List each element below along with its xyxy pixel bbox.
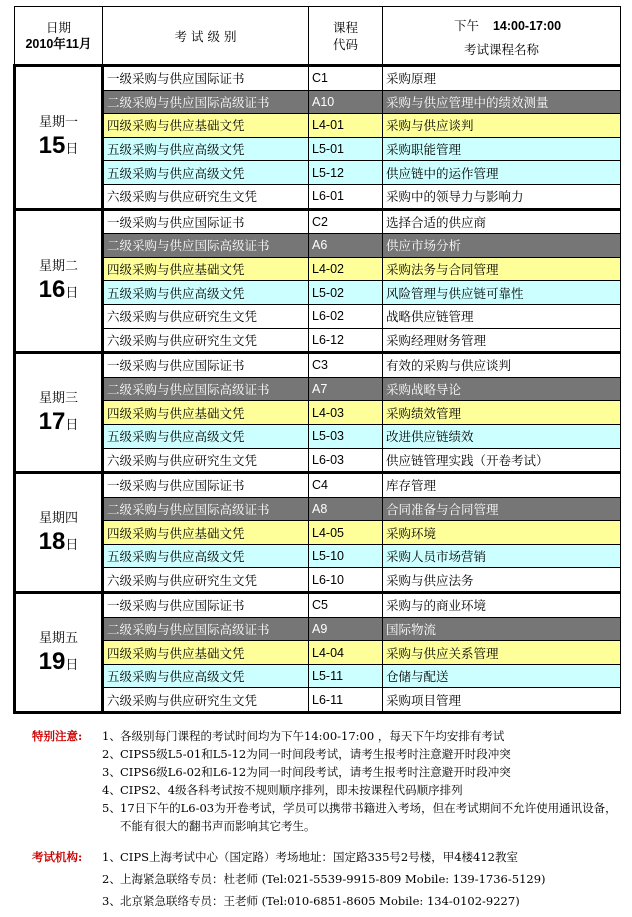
level-cell: 二级采购与供应国际高级证书 xyxy=(103,377,309,401)
course-cell: 采购中的领导力与影响力 xyxy=(383,184,621,209)
date-month: 2010年11月 xyxy=(25,36,92,51)
code-cell: A10 xyxy=(309,90,383,114)
session-label: 下午 xyxy=(453,18,479,33)
code-cell: L5-12 xyxy=(309,161,383,185)
course-cell: 采购环境 xyxy=(383,521,621,545)
code-cell: A9 xyxy=(309,617,383,641)
day-number: 17 xyxy=(38,407,66,435)
table-row xyxy=(15,257,621,281)
course-cell: 采购职能管理 xyxy=(383,137,621,161)
item-text: CIPS上海考试中心（国定路）考场地址：国定路335号2号楼，甲4楼412教室 xyxy=(120,850,518,864)
course-header xyxy=(383,7,621,66)
schedule-body xyxy=(15,66,621,713)
code-cell: C1 xyxy=(309,66,383,91)
code-cell: L6-12 xyxy=(309,328,383,353)
level-cell: 一级采购与供应国际证书 xyxy=(103,209,309,234)
item-text: CIPS2、4级各科考试按不规则顺序排列，即未按课程代码顺序排列 xyxy=(120,783,463,797)
code-cell: L5-03 xyxy=(309,424,383,448)
day-number: 19 xyxy=(38,647,66,675)
table-row xyxy=(15,473,621,498)
table-row xyxy=(15,424,621,448)
course-cell: 库存管理 xyxy=(383,473,621,498)
level-cell: 五级采购与供应高级文凭 xyxy=(103,161,309,185)
table-row xyxy=(15,66,621,91)
day-cell xyxy=(15,66,103,210)
table-row xyxy=(15,281,621,305)
level-cell: 六级采购与供应研究生文凭 xyxy=(103,184,309,209)
level-cell: 四级采购与供应基础文凭 xyxy=(103,401,309,425)
course-cell: 采购与的商业环境 xyxy=(383,593,621,618)
course-cell: 采购绩效管理 xyxy=(383,401,621,425)
level-cell: 一级采购与供应国际证书 xyxy=(103,353,309,378)
level-cell: 二级采购与供应国际高级证书 xyxy=(103,234,309,258)
course-cell: 供应链中的运作管理 xyxy=(383,161,621,185)
table-row xyxy=(15,114,621,138)
code-cell: C5 xyxy=(309,593,383,618)
table-header-row xyxy=(15,7,621,66)
code-cell: C4 xyxy=(309,473,383,498)
day-cell xyxy=(15,209,103,353)
table-row xyxy=(15,521,621,545)
item-text: 北京紧急联络专员：王老师 (Tel:010-6851-8605 Mobile: 134-0102-9227) xyxy=(120,894,520,908)
level-cell: 二级采购与供应国际高级证书 xyxy=(103,90,309,114)
course-cell: 改进供应链绩效 xyxy=(383,424,621,448)
code-cell: L4-02 xyxy=(309,257,383,281)
code-cell: C3 xyxy=(309,353,383,378)
code-header: 课程 代码 xyxy=(309,7,383,66)
level-cell: 六级采购与供应研究生文凭 xyxy=(103,328,309,353)
table-row xyxy=(15,593,621,618)
item-text: CIPS6级L6-02和L6-12为同一时间段考试，请考生报考时注意避开时段冲突 xyxy=(120,765,511,779)
level-cell: 四级采购与供应基础文凭 xyxy=(103,257,309,281)
level-cell: 四级采购与供应基础文凭 xyxy=(103,114,309,138)
code-cell: L5-10 xyxy=(309,544,383,568)
course-cell: 采购人员市场营销 xyxy=(383,544,621,568)
level-cell: 一级采购与供应国际证书 xyxy=(103,66,309,91)
list-item xyxy=(102,868,622,890)
course-cell: 战略供应链管理 xyxy=(383,304,621,328)
level-cell: 五级采购与供应高级文凭 xyxy=(103,137,309,161)
level-cell: 六级采购与供应研究生文凭 xyxy=(103,448,309,473)
list-item xyxy=(102,846,622,868)
code-cell: L6-02 xyxy=(309,304,383,328)
course-cell: 合同准备与合同管理 xyxy=(383,497,621,521)
table-row xyxy=(15,688,621,713)
weekday-label: 星期五 xyxy=(38,630,78,646)
code-cell: L5-11 xyxy=(309,664,383,688)
course-cell: 有效的采购与供应谈判 xyxy=(383,353,621,378)
day-cell xyxy=(15,473,103,593)
course-cell: 采购与供应法务 xyxy=(383,568,621,593)
item-number: 5、 xyxy=(102,801,121,815)
table-row xyxy=(15,568,621,593)
course-cell: 仓储与配送 xyxy=(383,664,621,688)
table-row xyxy=(15,497,621,521)
level-cell: 五级采购与供应高级文凭 xyxy=(103,664,309,688)
list-item xyxy=(102,781,622,799)
level-cell: 四级采购与供应基础文凭 xyxy=(103,521,309,545)
level-cell: 五级采购与供应高级文凭 xyxy=(103,424,309,448)
table-row xyxy=(15,184,621,209)
level-cell: 六级采购与供应研究生文凭 xyxy=(103,688,309,713)
weekday-label: 星期二 xyxy=(38,258,78,274)
special-notes xyxy=(32,727,622,835)
org-label: 考试机构: xyxy=(32,850,83,864)
table-row xyxy=(15,617,621,641)
day-unit: 日 xyxy=(65,657,79,673)
item-text: 各级别每门课程的考试时间均为下午14:00-17:00 ，每天下午均安排有考试 xyxy=(120,729,505,743)
course-label: 考试课程名称 xyxy=(463,41,539,57)
level-header: 考 试 级 别 xyxy=(103,7,309,66)
level-cell: 五级采购与供应高级文凭 xyxy=(103,544,309,568)
exam-organization xyxy=(32,846,622,912)
course-cell: 采购与供应管理中的绩效测量 xyxy=(383,90,621,114)
course-cell: 供应链管理实践（开卷考试） xyxy=(383,448,621,473)
day-unit: 日 xyxy=(65,142,79,158)
session-time: 14:00-17:00 xyxy=(492,18,562,33)
day-unit: 日 xyxy=(65,285,79,301)
level-cell: 一级采购与供应国际证书 xyxy=(103,473,309,498)
item-text: 上海紧急联络专员：杜老师 (Tel:021-5539-9915-809 Mobile: 139-1736-5129) xyxy=(120,872,546,886)
item-number: 4、 xyxy=(102,783,121,797)
code-cell: L6-10 xyxy=(309,568,383,593)
item-number: 2、 xyxy=(102,747,121,761)
course-cell: 采购项目管理 xyxy=(383,688,621,713)
item-text: 17日下午的L6-03为开卷考试，学员可以携带书籍进入考场，但在考试期间不允许使用通讯设备，不能有很大的翻书声而影响其它考生。 xyxy=(120,801,617,833)
course-cell: 选择合适的供应商 xyxy=(383,209,621,234)
table-row xyxy=(15,304,621,328)
item-number: 1、 xyxy=(102,850,121,864)
weekday-label: 星期一 xyxy=(38,115,78,131)
weekday-label: 星期四 xyxy=(38,510,78,526)
item-text: CIPS5级L5-01和L5-12为同一时间段考试，请考生报考时注意避开时段冲突 xyxy=(120,747,511,761)
level-cell: 六级采购与供应研究生文凭 xyxy=(103,568,309,593)
code-cell: L6-03 xyxy=(309,448,383,473)
notes-label: 特别注意: xyxy=(32,729,83,743)
code-cell: A7 xyxy=(309,377,383,401)
list-item xyxy=(102,890,622,912)
item-number: 1、 xyxy=(102,729,121,743)
table-row xyxy=(15,209,621,234)
code-cell: L4-03 xyxy=(309,401,383,425)
code-cell: L6-01 xyxy=(309,184,383,209)
level-cell: 二级采购与供应国际高级证书 xyxy=(103,497,309,521)
table-row xyxy=(15,161,621,185)
course-cell: 采购原理 xyxy=(383,66,621,91)
table-row xyxy=(15,377,621,401)
level-cell: 六级采购与供应研究生文凭 xyxy=(103,304,309,328)
table-row xyxy=(15,353,621,378)
code-cell: L5-02 xyxy=(309,281,383,305)
day-number: 15 xyxy=(38,132,66,160)
list-item xyxy=(102,745,622,763)
item-number: 3、 xyxy=(102,765,121,779)
day-unit: 日 xyxy=(65,537,79,553)
level-cell: 五级采购与供应高级文凭 xyxy=(103,281,309,305)
item-number: 2、 xyxy=(102,872,121,886)
list-item xyxy=(102,763,622,781)
date-label: 日期 xyxy=(45,20,71,35)
table-row xyxy=(15,544,621,568)
code-cell: C2 xyxy=(309,209,383,234)
day-number: 16 xyxy=(38,275,66,303)
day-unit: 日 xyxy=(65,417,79,433)
table-row xyxy=(15,90,621,114)
level-cell: 二级采购与供应国际高级证书 xyxy=(103,617,309,641)
level-cell: 一级采购与供应国际证书 xyxy=(103,593,309,618)
table-row xyxy=(15,401,621,425)
table-row xyxy=(15,664,621,688)
list-item xyxy=(102,727,622,745)
table-row xyxy=(15,641,621,665)
level-cell: 四级采购与供应基础文凭 xyxy=(103,641,309,665)
table-row xyxy=(15,234,621,258)
code-cell: L4-05 xyxy=(309,521,383,545)
day-cell xyxy=(15,353,103,473)
table-row xyxy=(15,448,621,473)
table-row xyxy=(15,328,621,353)
code-cell: A8 xyxy=(309,497,383,521)
exam-schedule-table xyxy=(13,6,621,714)
item-number: 3、 xyxy=(102,894,121,908)
course-cell: 采购与供应关系管理 xyxy=(383,641,621,665)
weekday-label: 星期三 xyxy=(38,390,78,406)
course-cell: 采购与供应谈判 xyxy=(383,114,621,138)
date-header xyxy=(15,7,103,66)
course-cell: 国际物流 xyxy=(383,617,621,641)
code-cell: L5-01 xyxy=(309,137,383,161)
course-cell: 风险管理与供应链可靠性 xyxy=(383,281,621,305)
list-item xyxy=(102,799,622,835)
course-cell: 采购经理财务管理 xyxy=(383,328,621,353)
code-cell: A6 xyxy=(309,234,383,258)
table-row xyxy=(15,137,621,161)
course-cell: 采购法务与合同管理 xyxy=(383,257,621,281)
code-cell: L4-01 xyxy=(309,114,383,138)
day-cell xyxy=(15,593,103,713)
code-cell: L6-11 xyxy=(309,688,383,713)
code-cell: L4-04 xyxy=(309,641,383,665)
course-cell: 采购战略导论 xyxy=(383,377,621,401)
course-cell: 供应市场分析 xyxy=(383,234,621,258)
day-number: 18 xyxy=(38,527,66,555)
